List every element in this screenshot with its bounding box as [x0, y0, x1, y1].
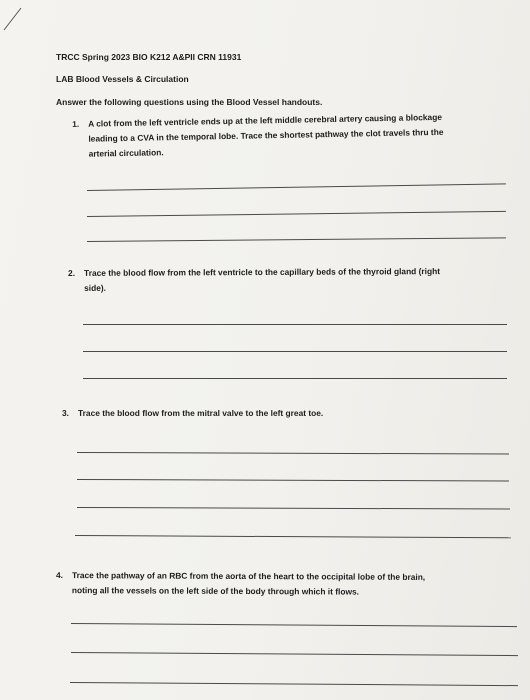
question-text-line: leading to a CVA in the temporal lobe. Trace the shortest pathway the clot travels thru the [88, 126, 444, 144]
pen-mark [2, 3, 32, 33]
question-number: 3. [62, 408, 69, 418]
question-text-line: A clot from the left ventricle ends up at the left middle cerebral artery causing a blockage [88, 111, 443, 129]
question-1 [72, 109, 502, 159]
question-text-line: arterial circulation. [88, 147, 164, 159]
answer-line[interactable] [77, 507, 510, 510]
question-number: 2. [68, 267, 76, 278]
worksheet-header [56, 53, 322, 107]
answer-line[interactable] [77, 479, 509, 482]
answer-line[interactable] [87, 183, 506, 191]
course-title: TRCC Spring 2023 BIO K212 A&PII CRN 11931 [56, 52, 242, 62]
instructions: Answer the following questions using the Blood Vessel handouts. [56, 96, 323, 107]
question-text-line: Trace the pathway of an RBC from the aorta of the heart to the occipital lobe of the brain, [71, 570, 426, 582]
question-2 [68, 264, 508, 293]
answer-line[interactable] [87, 237, 506, 242]
answer-line[interactable] [71, 623, 517, 627]
answer-line[interactable] [83, 378, 507, 379]
question-text-line: side). [84, 282, 107, 293]
answer-line[interactable] [77, 452, 509, 455]
answer-line[interactable] [83, 324, 507, 325]
answer-line[interactable] [87, 211, 506, 217]
question-text-line: noting all the vessels on the left side of the body through which it flows. [71, 585, 360, 597]
lab-title: LAB Blood Vessels & Circulation [56, 74, 189, 85]
question-text-line: Trace the blood flow from the left ventricle to the capillary beds of the thyroid gland (right [84, 266, 441, 278]
question-text-line: Trace the blood flow from the mitral valve to the left great toe. [78, 408, 324, 418]
answer-line[interactable] [83, 351, 507, 352]
question-number: 4. [55, 570, 63, 581]
question-number: 1. [72, 118, 80, 129]
answer-line[interactable] [71, 652, 518, 656]
answer-line[interactable] [75, 535, 511, 538]
question-4 [55, 568, 506, 597]
answer-line[interactable] [70, 682, 518, 686]
